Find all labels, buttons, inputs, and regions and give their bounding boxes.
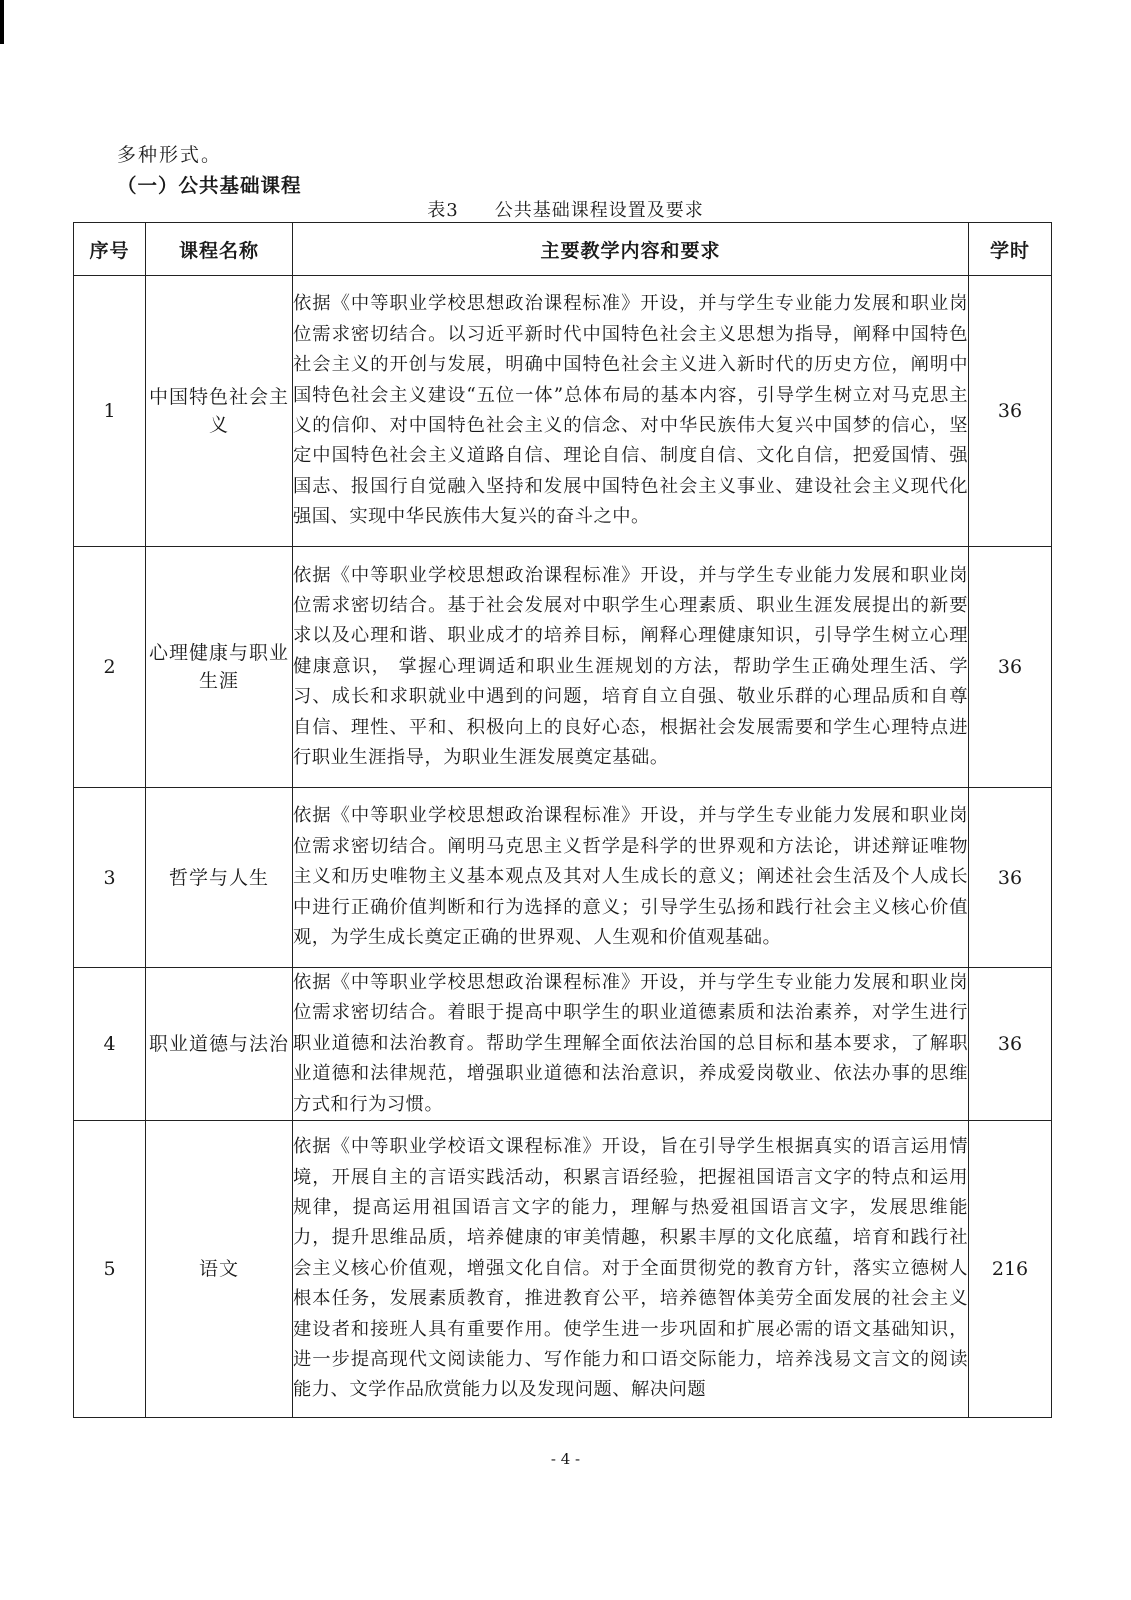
course-name: 心理健康与职业生涯 bbox=[146, 547, 293, 788]
table-row bbox=[74, 547, 1052, 788]
header-index: 序号 bbox=[74, 223, 146, 276]
course-content: 依据《中等职业学校思想政治课程标准》开设，并与学生专业能力发展和职业岗位需求密切结合。着眼于提高中职学生的职业道德素质和法治素养，对学生进行职业道德和法治教育。帮助学生理解全面依法治国的总目标和基本要求，了解职业道德和法律规范，增强职业道德和法治意识，养成爱岗敬业、依法办事的思维方式和行为习惯。 bbox=[293, 968, 969, 1121]
table-row bbox=[74, 1121, 1052, 1418]
course-index: 1 bbox=[74, 276, 146, 547]
course-hours: 216 bbox=[969, 1121, 1052, 1418]
intro-text: 多种形式。 bbox=[117, 144, 223, 166]
course-index: 2 bbox=[74, 547, 146, 788]
course-table bbox=[73, 222, 1052, 1418]
course-hours: 36 bbox=[969, 788, 1052, 968]
course-content: 依据《中等职业学校思想政治课程标准》开设，并与学生专业能力发展和职业岗位需求密切结合。以习近平新时代中国特色社会主义思想为指导，阐释中国特色社会主义的开创与发展，明确中国特色社会主义进入新时代的历史方位，阐明中国特色社会主义建设“五位一体”总体布局的基本内容，引导学生树立对马克思主义的信仰、对中国特色社会主义的信念、对中华民族伟大复兴中国梦的信心，坚定中国特色社会主义道路自信、理论自信、制度自信、文化自信，把爱国情、强国志、报国行自觉融入坚持和发展中国特色社会主义事业、建设社会主义现代化强国、实现中华民族伟大复兴的奋斗之中。 bbox=[293, 276, 969, 547]
page-corner-mark bbox=[0, 0, 4, 44]
section-heading: （一）公共基础课程 bbox=[117, 174, 302, 197]
course-content: 依据《中等职业学校思想政治课程标准》开设，并与学生专业能力发展和职业岗位需求密切结合。基于社会发展对中职学生心理素质、职业生涯发展提出的新要求以及心理和谐、职业成才的培养目标，阐释心理健康知识，引导学生树立心理健康意识， 掌握心理调适和职业生涯规划的方法，帮助学生正确处理生活、学习、成长和求职就业中遇到的问题，培育自立自强、敬业乐群的心理品质和自尊自信、理性、平和、积极向上的良好心态，根据社会发展需要和学生心理特点进行职业生涯指导，为职业生涯发展奠定基础。 bbox=[293, 547, 969, 788]
course-index: 4 bbox=[74, 968, 146, 1121]
course-name: 哲学与人生 bbox=[146, 788, 293, 968]
course-hours: 36 bbox=[969, 276, 1052, 547]
header-hours: 学时 bbox=[969, 223, 1052, 276]
table-caption-number: 表3 bbox=[427, 200, 459, 221]
course-hours: 36 bbox=[969, 968, 1052, 1121]
course-name: 职业道德与法治 bbox=[146, 968, 293, 1121]
course-index: 5 bbox=[74, 1121, 146, 1418]
header-course-name: 课程名称 bbox=[146, 223, 293, 276]
table-header-row bbox=[74, 223, 1052, 276]
course-name: 语文 bbox=[146, 1121, 293, 1418]
page-number: - 4 - bbox=[550, 1450, 581, 1468]
course-content: 依据《中等职业学校语文课程标准》开设，旨在引导学生根据真实的语言运用情境，开展自主的言语实践活动，积累言语经验，把握祖国语言文字的特点和运用规律，提高运用祖国语言文字的能力，理解与热爱祖国语言文字，发展思维能力，提升思维品质，培养健康的审美情趣，积累丰厚的文化底蕴，培育和践行社会主义核心价值观，增强文化自信。对于全面贯彻党的教育方针，落实立德树人根本任务，发展素质教育，推进教育公平，培养德智体美劳全面发展的社会主义建设者和接班人具有重要作用。使学生进一步巩固和扩展必需的语文基础知识，进一步提高现代文阅读能力、写作能力和口语交际能力，培养浅易文言文的阅读能力、文学作品欣赏能力以及发现问题、解决问题 bbox=[293, 1121, 969, 1418]
table-caption-title: 公共基础课程设置及要求 bbox=[494, 200, 704, 221]
table-caption bbox=[0, 196, 1131, 222]
table-row bbox=[74, 968, 1052, 1121]
course-hours: 36 bbox=[969, 547, 1052, 788]
course-content: 依据《中等职业学校思想政治课程标准》开设，并与学生专业能力发展和职业岗位需求密切结合。阐明马克思主义哲学是科学的世界观和方法论，讲述辩证唯物主义和历史唯物主义基本观点及其对人生成长的意义；阐述社会生活及个人成长中进行正确价值判断和行为选择的意义；引导学生弘扬和践行社会主义核心价值观，为学生成长奠定正确的世界观、人生观和价值观基础。 bbox=[293, 788, 969, 968]
course-name: 中国特色社会主义 bbox=[146, 276, 293, 547]
header-content: 主要教学内容和要求 bbox=[293, 223, 969, 276]
table-row bbox=[74, 276, 1052, 547]
table-row bbox=[74, 788, 1052, 968]
course-index: 3 bbox=[74, 788, 146, 968]
